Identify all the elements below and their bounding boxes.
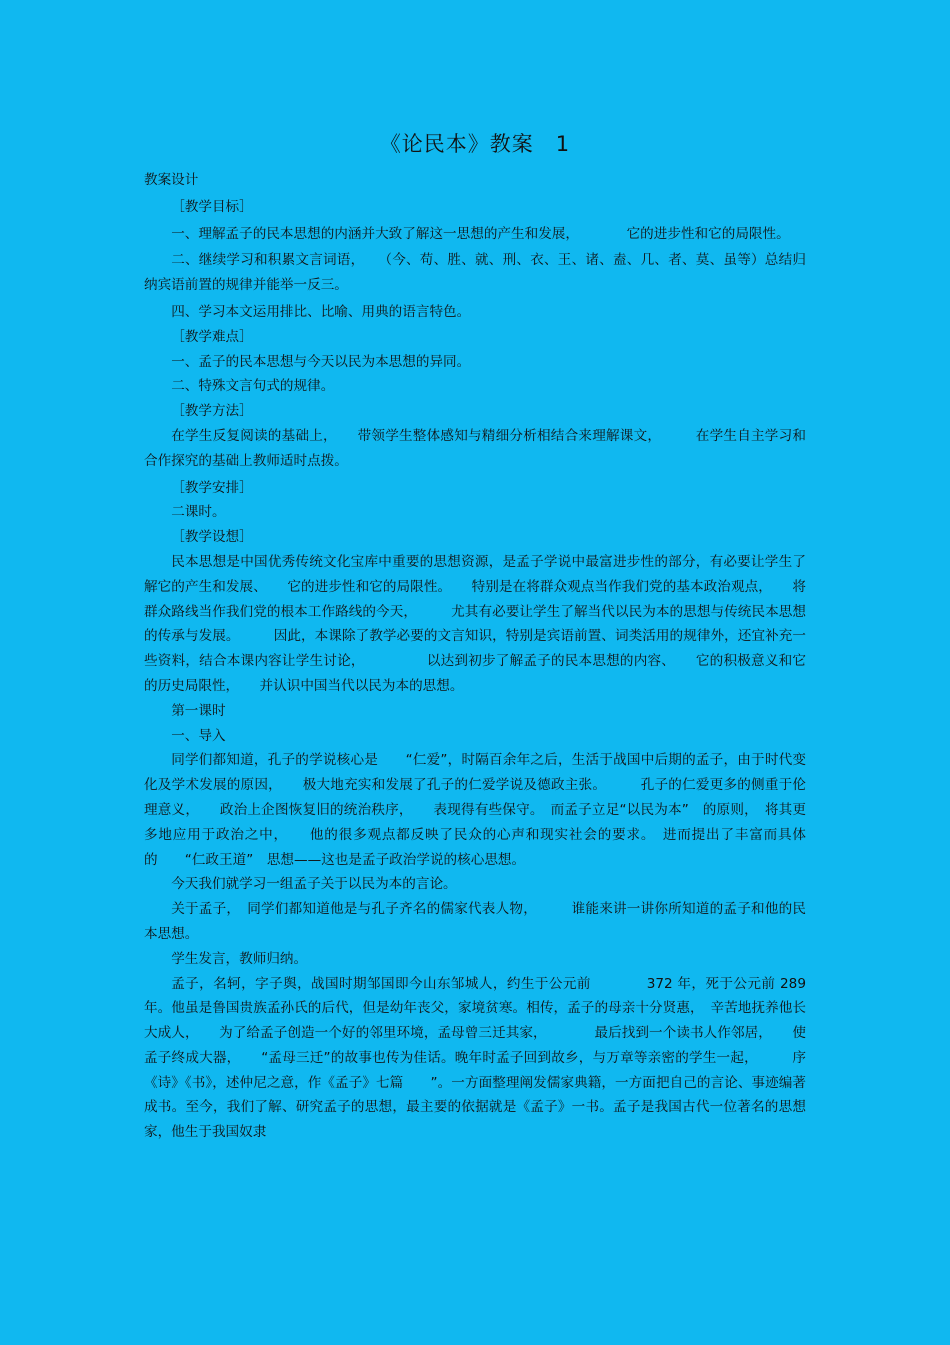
paragraph: 学生发言，教师归纳。: [171, 950, 308, 967]
paragraph: 关于孟子， 同学们都知道他是与孔子齐名的儒家代表人物， 谁能来讲一讲你所知道的孟子和他的民本思想。: [144, 901, 806, 942]
paragraph: 今天我们就学习一组孟子关于以民为本的言论。: [171, 876, 457, 893]
heading-difficulties: ［教学难点］: [171, 328, 253, 345]
section-label: 教案设计: [144, 172, 199, 188]
document-title: 《论民本》教案 1: [379, 132, 571, 156]
heading-arrangement: ［教学安排］: [171, 479, 253, 496]
document-body: [144, 168, 806, 1145]
paragraph: 二、继续学习和积累文言词语， （今、苟、胜、就、刑、衣、王、诸、盍、几、者、莫、虽等）总结归纳宾语前置的规律并能举一反三。: [144, 252, 806, 294]
paragraph: 同学们都知道，孔子的学说核心是 “仁爱”，时隔百余年之后，生活于战国中后期的孟子，由于时代变化及学术发展的原因， 极大地充实和发展了孔子的仁爱学说及德政主张。 孔子的仁爱更多的侧重于伦理意义， 政治上企图恢复旧的统治秩序， 表现得有些保守。 而孟子立足“以民为本” 的原则， 将其更多地应用于政治之中， 他的很多观点都反映了民众的心声和现实社会的要求。 进而提出了丰富而具体的 “仁政王道” 思想——这也是孟子政治学说的核心思想。: [144, 752, 806, 868]
heading-methods: ［教学方法］: [171, 403, 253, 420]
section-heading: 一、导入: [171, 727, 226, 744]
paragraph: 孟子，名轲，字子舆，战国时期邹国即今山东邹城人，约生于公元前 372 年，死于公元前 289 年。他虽是鲁国贵族孟孙氏的后代，但是幼年丧父，家境贫寒。相传，孟子的母亲十分贤惠， 辛苦地抚养他长大成人， 为了给孟子创造一个好的邻里环境，孟母曾三迁其家， 最后找到一个读书人作邻居， 使孟子终成大器， “孟母三迁”的故事也传为佳话。晚年时孟子回到故乡，与万章等亲密的学生一起， 序《诗》《书》，述仲尼之意，作《孟子》七篇 ”。一方面整理阐发儒家典籍，一方面把自己的言论、事迹编著成书。至今，我们了解、研究孟子的思想，最主要的依据就是《孟子》一书。孟子是我国古代一位著名的思想家，他生于我国奴隶: [144, 975, 806, 1141]
paragraph: 二课时。: [171, 504, 226, 521]
paragraph: 一、孟子的民本思想与今天以民为本思想的异同。: [171, 353, 471, 370]
paragraph: 民本思想是中国优秀传统文化宝库中重要的思想资源，是孟子学说中最富进步性的部分，有必要让学生了解它的产生和发展、 它的进步性和它的局限性。 特别是在将群众观点当作我们党的基本政治观点， 将群众路线当作我们党的根本工作路线的今天， 尤其有必要让学生了解当代以民为本的思想与传统民本思想的传承与发展。 因此，本课除了教学必要的文言知识，特别是宾语前置、词类活用的规律外，还宜补充一些资料，结合本课内容让学生讨论， 以达到初步了解孟子的民本思想的内容、 它的积极意义和它的历史局限性， 并认识中国当代以民为本的思想。: [144, 553, 806, 694]
lesson-heading: 第一课时: [171, 702, 226, 719]
paragraph: 二、特殊文言句式的规律。: [171, 378, 335, 395]
paragraph: 四、学习本文运用排比、比喻、用典的语言特色。: [171, 303, 471, 320]
heading-design: ［教学设想］: [171, 529, 253, 546]
heading-objectives: ［教学目标］: [171, 198, 253, 215]
paragraph: 一、理解孟子的民本思想的内涵并大致了解这一思想的产生和发展， 它的进步性和它的局限性。: [171, 225, 790, 242]
paragraph: 在学生反复阅读的基础上， 带领学生整体感知与精细分析相结合来理解课文， 在学生自主学习和合作探究的基础上教师适时点拨。: [144, 427, 806, 469]
